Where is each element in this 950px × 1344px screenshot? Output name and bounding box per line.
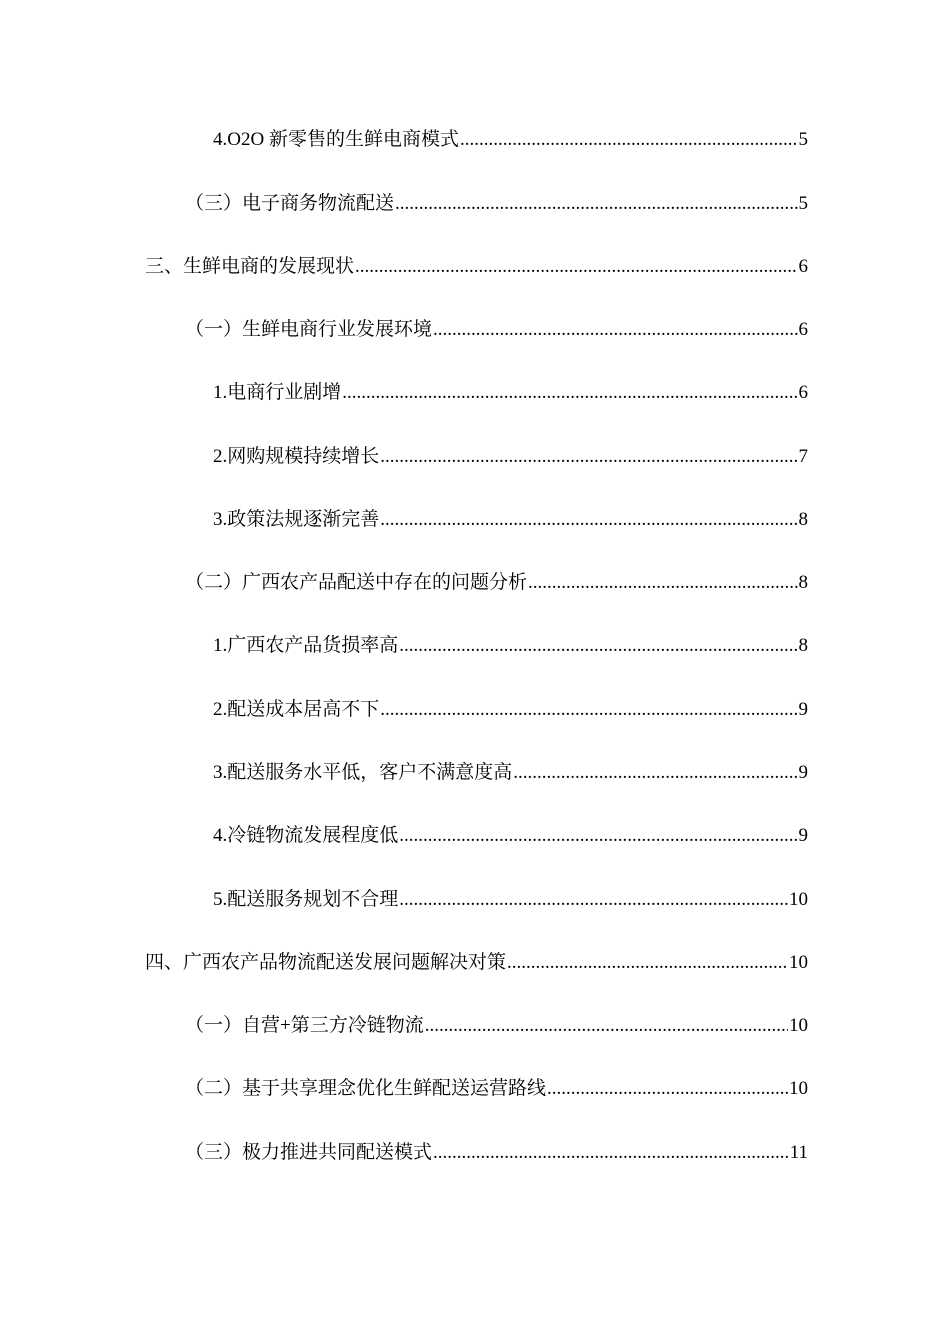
toc-entry[interactable] <box>185 315 808 345</box>
toc-entry-title: 2.网购规模持续增长 <box>213 446 380 467</box>
toc-entry-title: （二）广西农产品配送中存在的问题分析 <box>185 572 528 593</box>
toc-entry[interactable] <box>145 948 808 978</box>
toc-entry[interactable] <box>213 631 808 661</box>
toc-dot-leader <box>395 189 797 219</box>
toc-page-number: 9 <box>798 699 808 720</box>
toc-entry-title: 1.电商行业剧增 <box>213 382 342 403</box>
toc-dot-leader <box>399 631 797 661</box>
toc-page-number: 6 <box>798 256 808 277</box>
toc-page-number: 8 <box>798 509 808 530</box>
toc-entry[interactable] <box>185 568 808 598</box>
toc-entry[interactable] <box>145 252 808 282</box>
toc-page-number: 8 <box>798 635 808 656</box>
toc-entry-title: 4.冷链物流发展程度低 <box>213 825 399 846</box>
toc-entry-title: 1.广西农产品货损率高 <box>213 635 399 656</box>
toc-dot-leader <box>425 1011 788 1041</box>
toc-dot-leader <box>528 568 797 598</box>
toc-entry-title: 4.O2O 新零售的生鲜电商模式 <box>213 129 459 150</box>
toc-entry[interactable] <box>213 758 808 788</box>
toc-entry-title: （一）自营+第三方冷链物流 <box>185 1015 424 1036</box>
toc-entry[interactable] <box>185 189 808 219</box>
toc-page-number: 9 <box>798 825 808 846</box>
toc-dot-leader <box>342 378 797 408</box>
toc-page-number: 6 <box>798 319 808 340</box>
toc-entry-title: 三、生鲜电商的发展现状 <box>145 256 355 277</box>
toc-page-number: 10 <box>789 952 808 973</box>
toc-page-number: 6 <box>798 382 808 403</box>
toc-entry[interactable] <box>213 442 808 472</box>
toc-entry-title: （三）电子商务物流配送 <box>185 193 395 214</box>
toc-page-number: 5 <box>798 129 808 150</box>
toc-page-number: 11 <box>789 1142 808 1163</box>
toc-entry[interactable] <box>213 695 808 725</box>
toc-page-number: 7 <box>798 446 808 467</box>
toc-dot-leader <box>380 442 797 472</box>
toc-entry[interactable] <box>213 125 808 155</box>
toc-dot-leader <box>433 1138 789 1168</box>
toc-page-number: 8 <box>798 572 808 593</box>
toc-entry-title: 3.政策法规逐渐完善 <box>213 509 380 530</box>
toc-dot-leader <box>355 252 797 282</box>
toc-page-number: 10 <box>789 1015 808 1036</box>
toc-entry[interactable] <box>185 1074 808 1104</box>
toc-entry[interactable] <box>213 378 808 408</box>
toc-dot-leader <box>547 1074 788 1104</box>
toc-entry-title: （三）极力推进共同配送模式 <box>185 1142 433 1163</box>
toc-entry-title: （一）生鲜电商行业发展环境 <box>185 319 433 340</box>
toc-dot-leader <box>399 885 788 915</box>
toc-dot-leader <box>380 695 797 725</box>
toc-entry[interactable] <box>213 885 808 915</box>
toc-entry[interactable] <box>185 1011 808 1041</box>
toc-dot-leader <box>433 315 797 345</box>
toc-page-number: 10 <box>789 1078 808 1099</box>
toc-dot-leader <box>380 505 797 535</box>
toc-dot-leader <box>507 948 788 978</box>
toc-entry-title: （二）基于共享理念优化生鲜配送运营路线 <box>185 1078 547 1099</box>
toc-entry[interactable] <box>213 821 808 851</box>
toc-entry[interactable] <box>213 505 808 535</box>
toc-entry[interactable] <box>185 1138 808 1168</box>
toc-dot-leader <box>513 758 797 788</box>
toc-dot-leader <box>460 125 798 155</box>
toc-entry-title: 3.配送服务水平低，客户不满意度高 <box>213 762 513 783</box>
toc-page-number: 5 <box>798 193 808 214</box>
toc-dot-leader <box>399 821 797 851</box>
toc-entry-title: 5.配送服务规划不合理 <box>213 889 399 910</box>
toc-entry-title: 2.配送成本居高不下 <box>213 699 380 720</box>
toc-entry-title: 四、广西农产品物流配送发展问题解决对策 <box>145 952 507 973</box>
toc-page-number: 10 <box>789 889 808 910</box>
toc-page-number: 9 <box>798 762 808 783</box>
